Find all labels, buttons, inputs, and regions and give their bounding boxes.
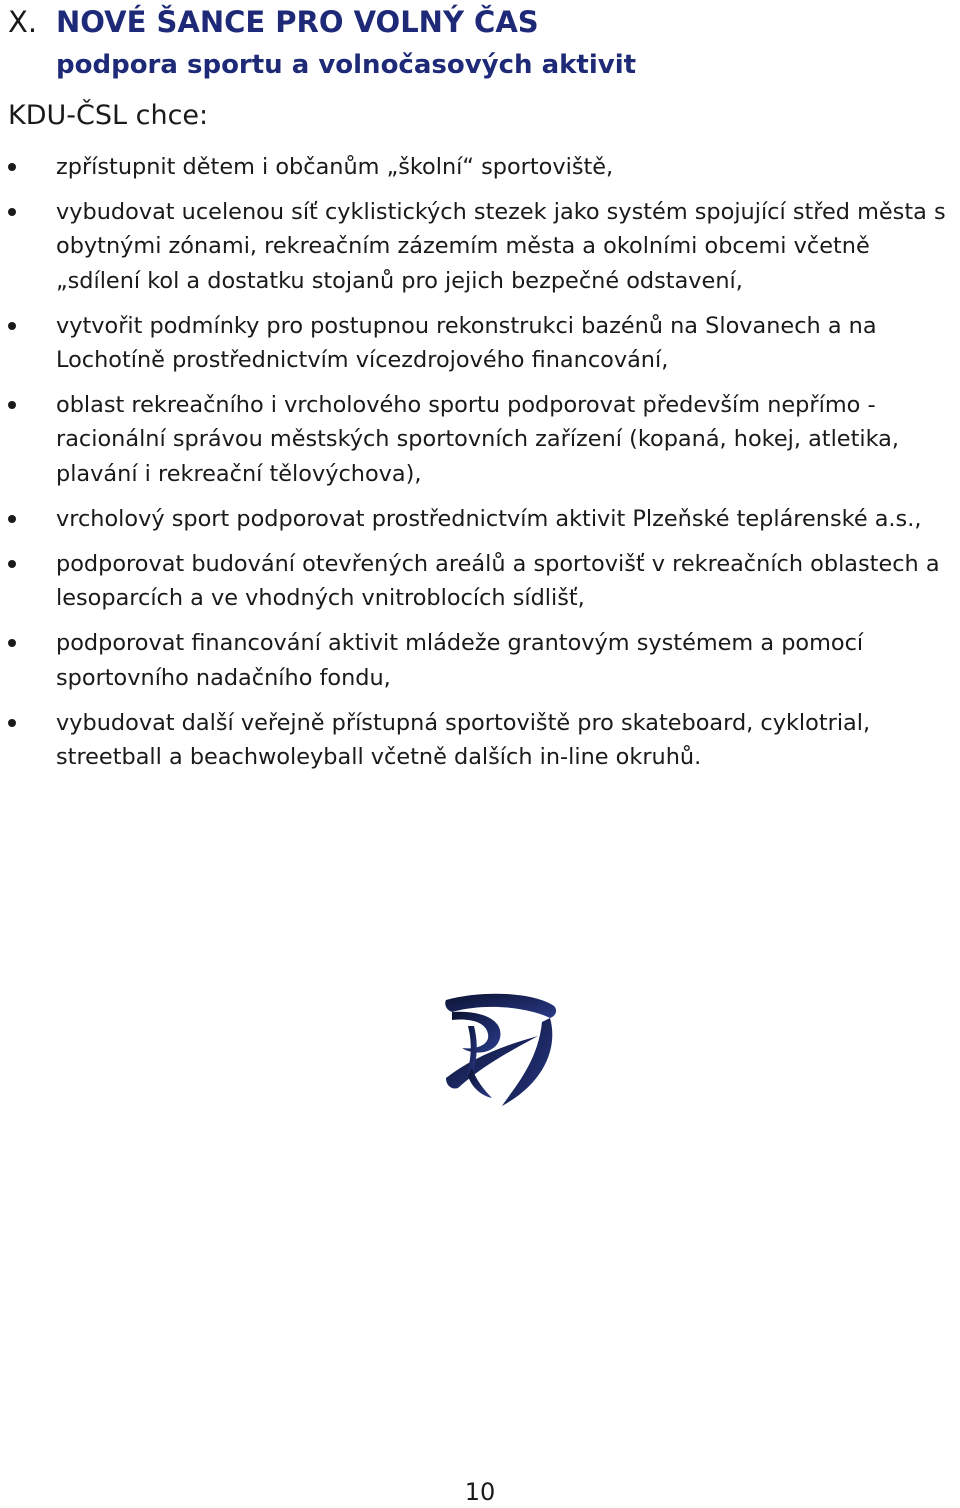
list-item-text: vytvořit podmínky pro postupnou rekonstrukci bazénů na Slovanech a na Lochotíně prostřednictvím vícezdrojového financování, (56, 312, 877, 374)
list-item (0, 150, 960, 184)
bullet-icon (8, 401, 16, 409)
list-item (0, 502, 960, 536)
bullet-icon (8, 322, 16, 330)
chapter-title-text: NOVÉ ŠANCE PRO VOLNÝ ČAS (56, 5, 539, 39)
logo-lower-tail (468, 1068, 492, 1098)
list-item (0, 626, 960, 694)
bullet-icon (8, 560, 16, 568)
list-item (0, 388, 960, 491)
list-item-text: oblast rekreačního i vrcholového sportu podporovat především nepřímo - racionální správou městských sportovních zařízení (kopaná, hokej, atletika, plavání i rekreační tělovýchova), (56, 392, 899, 487)
intro-text: KDU-ČSL chce: (8, 100, 209, 131)
logo-shield-curve (502, 1018, 552, 1106)
bullet-list (0, 150, 960, 785)
list-item (0, 706, 960, 774)
bullet-icon (8, 208, 16, 216)
page-number: 10 (464, 1478, 496, 1506)
bullet-icon (8, 639, 16, 647)
bullet-icon (8, 719, 16, 727)
list-item-text: podporovat financování aktivit mládeže grantovým systémem a pomocí sportovního nadačního fondu, (56, 630, 864, 691)
logo-graphic (442, 992, 560, 1108)
list-item-text: podporovat budování otevřených areálů a sportovišť v rekreačních oblastech a lesoparcích a ve vhodných vnitroblocích sídlišť, (56, 551, 940, 612)
list-item (0, 309, 960, 377)
list-item-text: vybudovat další veřejně přístupná sportoviště pro skateboard, cyklotrial, streetball a beachwoleyball včetně dalších in-line okruhů. (56, 709, 871, 771)
list-item (0, 195, 960, 298)
chapter-title (8, 2, 539, 42)
list-item-text: vybudovat ucelenou síť cyklistických stezek jako systém spojující střed města s obytnými zónami, rekreačním zázemím města a okolními obcemi včetně „sdílení kol a dostatku stojanů pro jejich bezpečné odstavení, (56, 199, 946, 294)
bullet-icon (8, 163, 16, 171)
list-item-text: vrcholový sport podporovat prostřednictvím aktivit Plzeňské teplárenské a.s., (56, 505, 922, 532)
list-item-text: zpřístupnit dětem i občanům „školní“ sportoviště, (56, 154, 614, 180)
chapter-number: X. (8, 5, 38, 39)
chapter-subtitle: podpora sportu a volnočasových aktivit (56, 50, 637, 80)
list-item (0, 547, 960, 615)
party-logo-icon (442, 992, 560, 1108)
bullet-icon (8, 515, 16, 523)
